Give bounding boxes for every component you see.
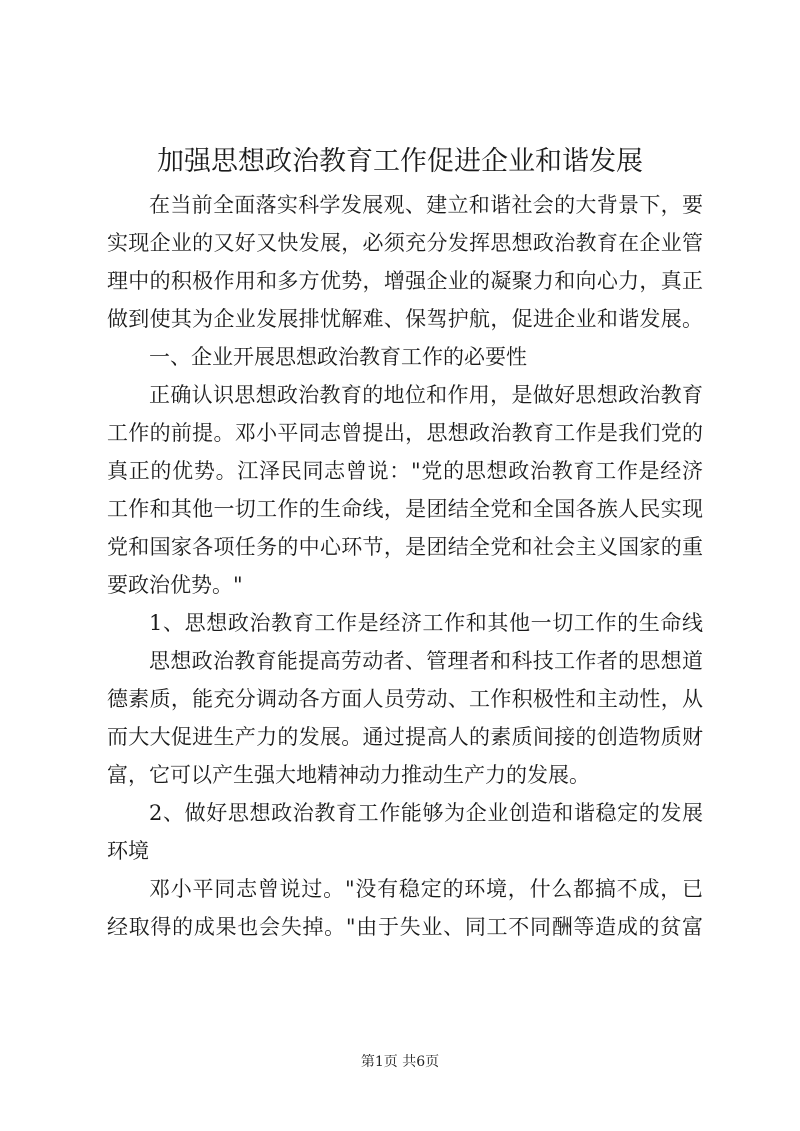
subsection-heading-continued: 环境 xyxy=(107,839,149,863)
paragraph-line: 邓小平同志曾说过。"没有稳定的环境，什么都搞不成，已 xyxy=(149,877,703,901)
paragraph-line: 而大大促进生产力的发展。通过提高人的素质间接的创造物质财 xyxy=(107,725,703,749)
section-heading: 一、企业开展思想政治教育工作的必要性 xyxy=(149,345,527,369)
subsection-heading: 1、思想政治教育工作是经济工作和其他一切工作的生命线 xyxy=(149,611,703,635)
document-title: 加强思想政治教育工作促进企业和谐发展 xyxy=(157,146,643,177)
paragraph-line: 工作和其他一切工作的生命线，是团结全党和全国各族人民实现 xyxy=(107,497,703,521)
paragraph-line: 理中的积极作用和多方优势，增强企业的凝聚力和向心力，真正 xyxy=(107,269,703,293)
paragraph-line: 德素质，能充分调动各方面人员劳动、工作积极性和主动性，从 xyxy=(107,687,703,711)
document-body xyxy=(107,186,703,946)
paragraph-line: 党和国家各项任务的中心环节，是团结全党和社会主义国家的重 xyxy=(107,535,703,559)
paragraph-line: 思想政治教育能提高劳动者、管理者和科技工作者的思想道 xyxy=(149,649,703,673)
paragraph-line: 富，它可以产生强大地精神动力推动生产力的发展。 xyxy=(107,763,590,787)
paragraph-line: 在当前全面落实科学发展观、建立和谐社会的大背景下，要 xyxy=(149,193,703,217)
page-number-footer: 第1页 共6页 xyxy=(360,1054,440,1070)
paragraph-line: 工作的前提。邓小平同志曾提出，思想政治教育工作是我们党的 xyxy=(107,421,703,445)
paragraph-line: 要政治优势。" xyxy=(107,573,243,597)
paragraph-line: 经取得的成果也会失掉。"由于失业、同工不同酬等造成的贫富 xyxy=(107,915,703,939)
paragraph-line: 真正的优势。江泽民同志曾说："党的思想政治教育工作是经济 xyxy=(107,459,703,483)
paragraph-line: 做到使其为企业发展排忧解难、保驾护航，促进企业和谐发展。 xyxy=(107,307,703,331)
subsection-heading: 2、做好思想政治教育工作能够为企业创造和谐稳定的发展 xyxy=(149,801,703,825)
paragraph-line: 实现企业的又好又快发展，必须充分发挥思想政治教育在企业管 xyxy=(107,231,703,255)
paragraph-line: 正确认识思想政治教育的地位和作用，是做好思想政治教育 xyxy=(149,383,703,407)
